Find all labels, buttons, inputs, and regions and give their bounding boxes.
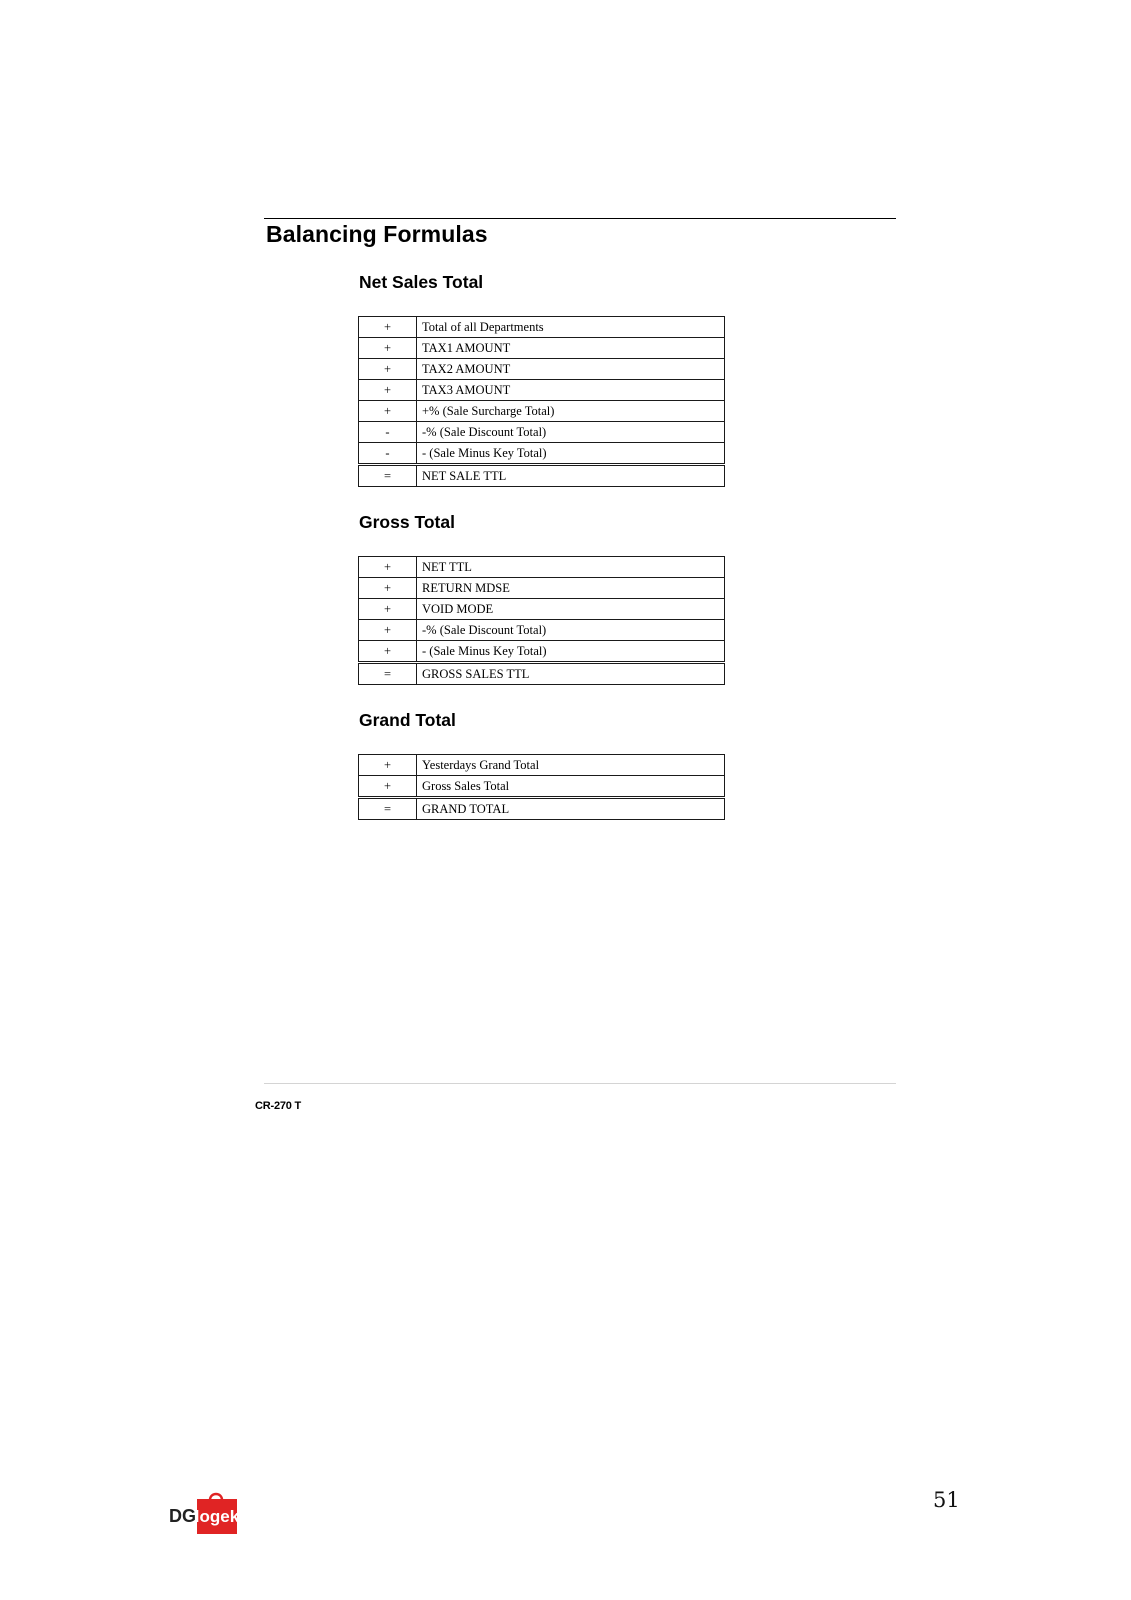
operator-cell: + <box>359 755 417 776</box>
term-cell: TAX3 AMOUNT <box>417 380 725 401</box>
operator-cell: + <box>359 338 417 359</box>
operator-cell: + <box>359 641 417 663</box>
table-row <box>359 599 725 620</box>
operator-cell: + <box>359 359 417 380</box>
table-row <box>359 422 725 443</box>
table-row <box>359 776 725 798</box>
term-cell: - (Sale Minus Key Total) <box>417 641 725 663</box>
result-operator-cell: = <box>359 663 417 685</box>
term-cell: - (Sale Minus Key Total) <box>417 443 725 465</box>
operator-cell: + <box>359 401 417 422</box>
term-cell: Yesterdays Grand Total <box>417 755 725 776</box>
result-term-cell: GRAND TOTAL <box>417 798 725 820</box>
term-cell: RETURN MDSE <box>417 578 725 599</box>
table-row <box>359 755 725 776</box>
term-cell: Gross Sales Total <box>417 776 725 798</box>
operator-cell: + <box>359 380 417 401</box>
table-row <box>359 620 725 641</box>
operator-cell: - <box>359 443 417 465</box>
table-row <box>359 338 725 359</box>
result-term-cell: GROSS SALES TTL <box>417 663 725 685</box>
dg-logek-logo-icon <box>169 1488 240 1536</box>
result-operator-cell: = <box>359 465 417 487</box>
operator-cell: - <box>359 422 417 443</box>
term-cell: TAX1 AMOUNT <box>417 338 725 359</box>
result-row <box>359 798 725 820</box>
table-row <box>359 317 725 338</box>
table-row <box>359 641 725 663</box>
term-cell: -% (Sale Discount Total) <box>417 620 725 641</box>
grand-total-table <box>358 754 725 820</box>
result-row <box>359 663 725 685</box>
footer-model-label: CR-270 T <box>255 1100 302 1112</box>
table-row <box>359 443 725 465</box>
net-sales-table <box>358 316 725 487</box>
term-cell: -% (Sale Discount Total) <box>417 422 725 443</box>
result-term-cell: NET SALE TTL <box>417 465 725 487</box>
term-cell: +% (Sale Surcharge Total) <box>417 401 725 422</box>
operator-cell: + <box>359 317 417 338</box>
operator-cell: + <box>359 599 417 620</box>
table-row <box>359 578 725 599</box>
logo-text-logek: logek <box>194 1507 240 1526</box>
table-row <box>359 401 725 422</box>
gross-total-table <box>358 556 725 685</box>
table-row <box>359 359 725 380</box>
gross-total-heading: Gross Total <box>359 512 455 532</box>
logo-text-dg: DG <box>169 1506 196 1526</box>
operator-cell: + <box>359 578 417 599</box>
term-cell: NET TTL <box>417 557 725 578</box>
operator-cell: + <box>359 620 417 641</box>
result-row <box>359 465 725 487</box>
result-operator-cell: = <box>359 798 417 820</box>
term-cell: VOID MODE <box>417 599 725 620</box>
net-sales-heading: Net Sales Total <box>359 272 484 292</box>
term-cell: TAX2 AMOUNT <box>417 359 725 380</box>
table-row <box>359 557 725 578</box>
grand-total-heading: Grand Total <box>359 710 456 730</box>
page-number: 51 <box>933 1488 960 1512</box>
operator-cell: + <box>359 557 417 578</box>
footer-divider <box>264 1083 896 1084</box>
term-cell: Total of all Departments <box>417 317 725 338</box>
operator-cell: + <box>359 776 417 798</box>
table-row <box>359 380 725 401</box>
page-title: Balancing Formulas <box>266 221 488 247</box>
